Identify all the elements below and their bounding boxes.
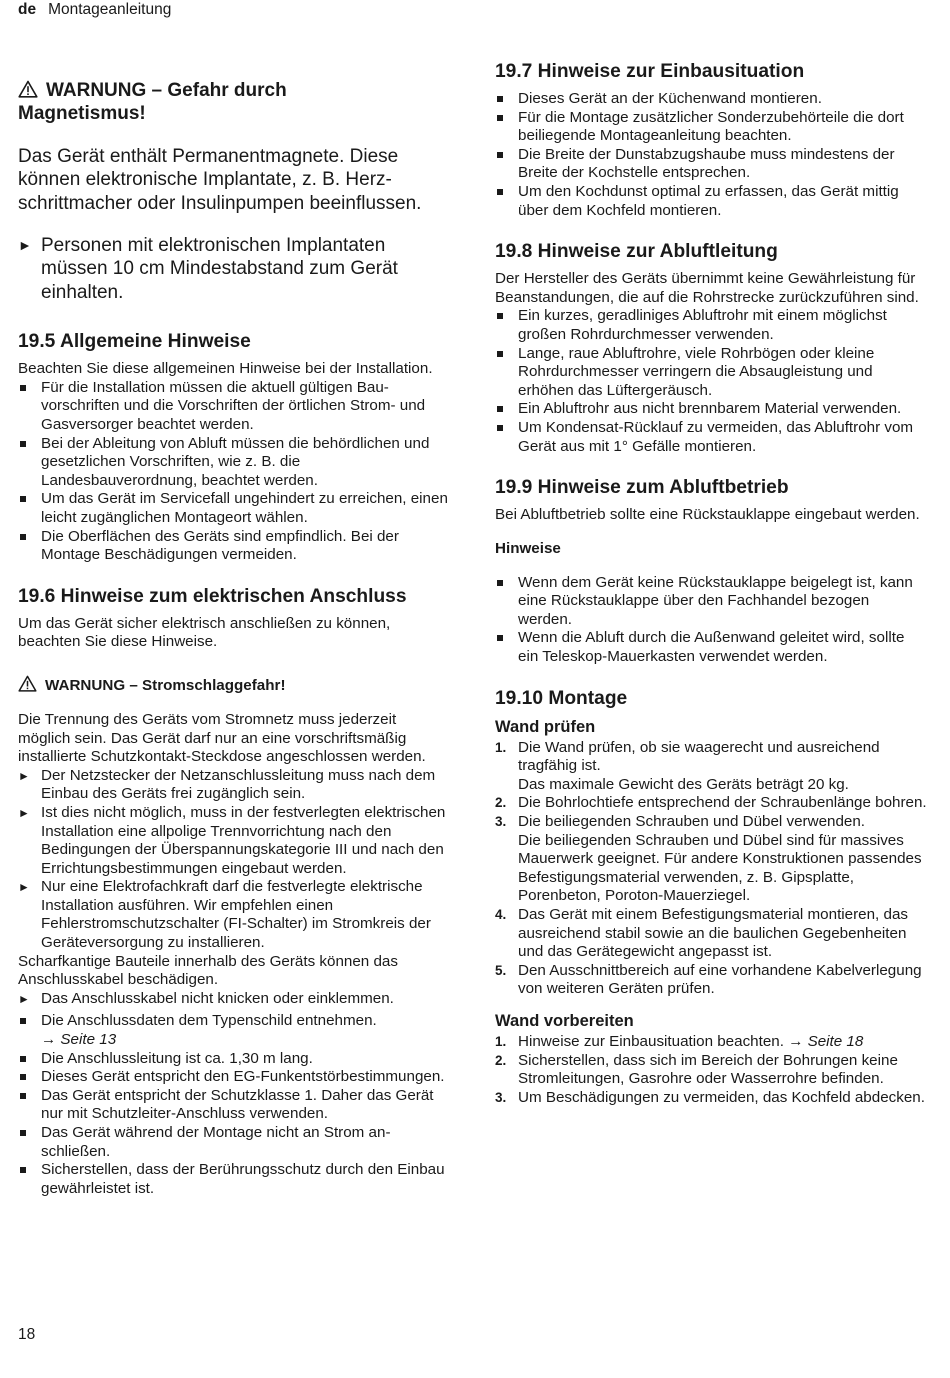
section-intro: Um das Gerät sicher elektrisch anschließen zu können, beachten Sie diese Hinweise.	[18, 614, 391, 651]
list-item: Um das Gerät im Servicefall ungehindert zu erreichen, einen leicht zugänglichen Montageort wählen.	[18, 490, 448, 527]
list-item: Ein Abluftrohr aus nicht brennbarem Material verwenden.	[495, 400, 927, 419]
action-step: ► Nur eine Elektrofachkraft darf die festverlegte elektrische Installation ausführen. Wir empfehlen einen Fehlerstromschutzschalter (FI-Schalter) im Stromkreis der Geräteversorgung zu installieren.	[18, 878, 431, 952]
section-title: 19.6 Hinweise zum elektrischen Anschluss	[18, 585, 407, 607]
list-item: Lange, raue Abluftrohre, viele Rohrbögen oder kleine Rohrdurchmesser verringern die Absaugleistung und erhöhen das Lüftergeräusch.	[495, 345, 927, 401]
right-column	[495, 60, 927, 1107]
section-19-10	[495, 687, 927, 1108]
section-19-7	[495, 60, 927, 220]
section-19-5	[18, 330, 448, 565]
warning-title: WARNUNG – Gefahr durch Magnetismus!	[18, 80, 287, 125]
language-code: de	[18, 1, 37, 18]
left-column	[18, 60, 448, 1198]
section-title: 19.8 Hinweise zur Abluftleitung	[495, 241, 778, 263]
list-item: Sicherstellen, dass der Berührungsschutz durch den Einbau gewährleistet ist.	[18, 1161, 448, 1198]
arrow-right-icon: ►	[18, 805, 30, 820]
list-item: Ein kurzes, geradliniges Abluftrohr mit einem möglichst großen Rohrdurchmesser verwenden.	[495, 307, 927, 344]
warning-triangle-icon	[18, 675, 37, 692]
section-intro: Beachten Sie diese allgemeinen Hinweise bei der Installation.	[18, 360, 433, 378]
list-item: Bei der Ableitung von Abluft müssen die behördlichen und gesetzlichen Vorschriften, wie z. B. die Landesbauverordnung, beachtet werden.	[18, 435, 448, 491]
arrow-right-icon: ►	[18, 768, 30, 783]
arrow-right-icon: ►	[18, 991, 30, 1006]
list-item: Wenn die Abluft durch die Außenwand geleitet wird, sollte ein Teleskop-Mauerkasten verwendet werden.	[495, 629, 927, 666]
warning-text: Die Trennung des Geräts vom Stromnetz muss jederzeit möglich sein. Das Gerät darf nur an eine vorschriftsmäßig installierte Schutzkontakt-Steckdose angeschlossen werden.	[18, 710, 426, 766]
warning-text: Das Gerät enthält Permanentmagnete. Diese können elektronische Implantate, z. B. Herzschrittmacher oder Insulinpumpen beeinflussen.	[18, 145, 422, 214]
section-title: 19.9 Hinweise zum Abluftbetrieb	[495, 477, 789, 499]
subsection-title: Wand vorbereiten	[495, 1011, 634, 1030]
numbered-step: 1. Hinweise zur Einbausituation beachten. → Seite 18	[495, 1032, 864, 1050]
document-title: Montageanleitung	[48, 1, 172, 18]
list-item: Dieses Gerät entspricht den EG-Funkentstörbestimmungen.	[18, 1068, 448, 1087]
numbered-step: 2. Die Bohrlochtiefe entsprechend der Schraubenlänge bohren.	[495, 794, 927, 812]
numbered-step: 4. Das Gerät mit einem Befestigungsmaterial montieren, das ausreichend stabil sowie an die baulichen Gegebenheiten und das Gerätegewicht angepasst ist.	[495, 905, 908, 961]
numbered-step: 1. Die Wand prüfen, ob sie waagerecht und ausreichend tragfähig ist. Das maximale Gewicht des Geräts beträgt 20 kg.	[495, 738, 880, 793]
list-item: Um Kondensat-Rücklauf zu vermeiden, das Abluftrohr vom Gerät aus mit 1° Gefälle montieren.	[495, 419, 927, 456]
numbered-step: 2. Sicherstellen, dass sich im Bereich der Bohrungen keine Stromleitungen, Gasrohre oder Wasserrohre befinden.	[495, 1051, 898, 1088]
numbered-step: 5. Den Ausschnittbereich auf eine vorhandene Kabelverlegung von weiteren Geräten prüfen.	[495, 961, 922, 998]
subsection-title: Wand prüfen	[495, 717, 596, 736]
arrow-right-icon: ►	[18, 880, 30, 895]
section-intro: Der Hersteller des Geräts übernimmt keine Gewährleistung für Beanstandungen, die auf die Rohrstrecke zurückzuführen sind.	[495, 270, 919, 306]
section-intro: Bei Abluftbetrieb sollte eine Rückstauklappe eingebaut werden.	[495, 506, 920, 524]
numbered-step: 3. Die beiliegenden Schrauben und Dübel verwenden. Die beiliegenden Schrauben und Dübel sind für massives Mauerwerk geeignet. Für andere Konstruktionen passendes Befestigungsmaterial verwenden, z. B. Gipsplatte, Porenbeton, Poroton-Mauerziegel.	[495, 813, 922, 905]
section-title: 19.10 Montage	[495, 687, 628, 709]
list-item: Um den Kochdunst optimal zu erfassen, das Gerät mittig über dem Kochfeld montieren.	[495, 183, 927, 220]
list-item: Das Gerät entspricht der Schutzklasse 1. Daher das Gerät nur mit Schutzleiter-Anschluss verwenden.	[18, 1087, 448, 1124]
warning-text: Scharfkantige Bauteile innerhalb des Geräts können das Anschlusskabel beschädigen.	[18, 952, 398, 989]
list-item: Für die Montage zusätzlicher Sonderzubehörteile die dort beiliegende Montageanleitung beachten.	[495, 109, 927, 146]
page-header	[18, 0, 171, 20]
list-item: Für die Installation müssen die aktuell gültigen Bauvorschriften und die Vorschriften der örtlichen Strom- und Gasversorger beachtet werden.	[18, 379, 448, 435]
action-step: ► Das Anschlusskabel nicht knicken oder einklemmen.	[18, 989, 394, 1007]
section-19-9	[495, 476, 927, 667]
subheading: Hinweise	[495, 539, 561, 557]
page-number: 18	[18, 1326, 36, 1343]
arrow-right-icon: ►	[18, 237, 32, 254]
action-step: ► Der Netzstecker der Netzanschlussleitung muss nach dem Einbau des Geräts frei zugänglich sein.	[18, 766, 436, 803]
page-reference-link[interactable]: → Seite 13	[41, 1031, 117, 1049]
section-19-8	[495, 240, 927, 456]
list-item: Wenn dem Gerät keine Rückstauklappe beigelegt ist, kann eine Rückstauklappe über den Fachhandel bezogen werden.	[495, 574, 927, 630]
list-item: Die Anschlussdaten dem Typenschild entnehmen. → Seite 13	[18, 1012, 448, 1049]
page-reference-link[interactable]: → Seite 18	[788, 1032, 864, 1050]
list-item: Die Breite der Dunstabzugshaube muss mindestens der Breite der Kochstelle entsprechen.	[495, 146, 927, 183]
list-item: Die Anschlussleitung ist ca. 1,30 m lang.	[18, 1050, 448, 1069]
warning-triangle-icon	[18, 80, 38, 98]
list-item: Dieses Gerät an der Küchenwand montieren.	[495, 90, 927, 109]
list-item: Die Oberflächen des Geräts sind empfindlich. Bei der Montage Beschädigungen vermeiden.	[18, 528, 448, 565]
section-title: 19.5 Allgemeine Hinweise	[18, 331, 251, 353]
section-19-6	[18, 585, 448, 1199]
warning-title: WARNUNG – Stromschlaggefahr!	[45, 677, 286, 695]
action-step: ► Ist dies nicht möglich, muss in der festverlegten elektrischen Installation eine allpolige Trennvorrichtung nach den Bedingungen der Überspannungskategorie III und nach den Errichtungsbestimmungen eingebaut werden.	[18, 803, 446, 877]
action-step: ► Personen mit elektronischen Implantaten müssen 10 cm Mindestabstand zum Gerät einhalten.	[18, 235, 398, 303]
section-title: 19.7 Hinweise zur Einbausituation	[495, 61, 805, 82]
numbered-step: 3. Um Beschädigungen zu vermeiden, das Kochfeld abdecken.	[495, 1088, 925, 1106]
list-item: Das Gerät während der Montage nicht an Strom anschließen.	[18, 1124, 448, 1161]
warning-magnetism	[18, 79, 448, 304]
